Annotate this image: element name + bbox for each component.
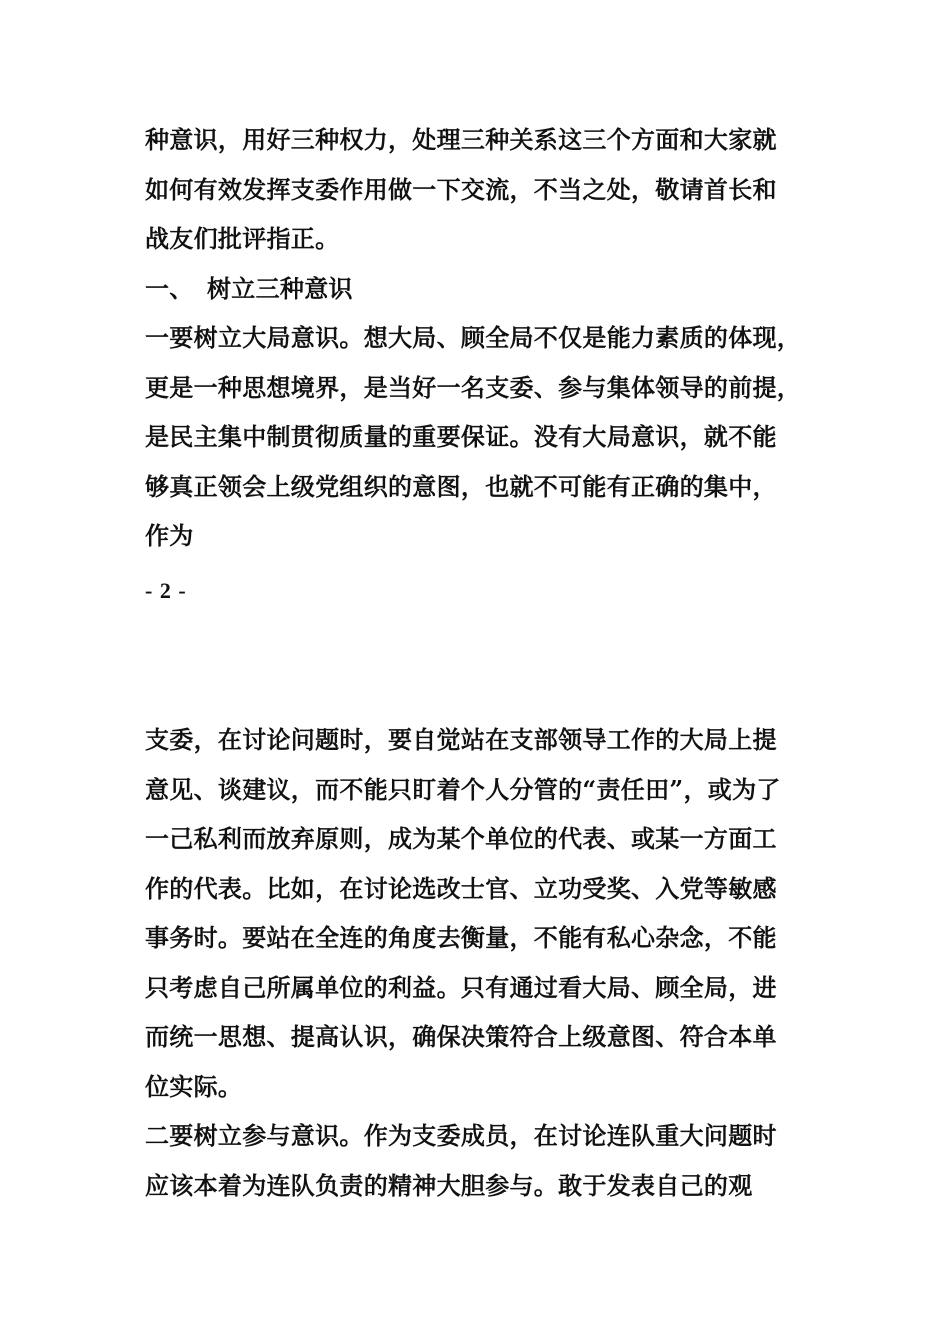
text-line: 只考虑自己所属单位的利益。只有通过看大局、顾全局，进 [145,972,777,1002]
section-heading-title: 树立三种意识 [207,273,353,303]
text-line: 二要树立参与意识。作为支委成员，在讨论连队重大问题时 [145,1121,777,1150]
text-line: 种意识，用好三种权力，处理三种关系这三个方面和大家就 [145,125,777,154]
text-line: 意见、谈建议，而不能只盯着个人分管的“责任田”，或为了 [145,774,781,804]
text-line: 而统一思想、提高认识，确保决策符合上级意图、符合本单 [145,1022,777,1051]
text-line: 作的代表。比如，在讨论选改士官、立功受奖、入党等敏感 [145,873,777,903]
text-line: 应该本着为连队负责的精神大胆参与。敢于发表自己的观 [145,1170,753,1200]
text-line: 位实际。 [145,1071,243,1101]
section-heading-number: 一、 [145,273,194,303]
lower-text-block [145,715,815,1210]
text-line: 支委，在讨论问题时，要自觉站在支部领导工作的大局上提 [145,725,777,754]
text-line: 战友们批评指正。 [145,224,340,253]
section-heading [145,264,815,314]
text-line: 一要树立大局意识。想大局、顾全局不仅是能力素质的体现， [145,323,802,352]
text-line: 如何有效发挥支委作用做一下交流，不当之处，敬请首长和 [145,174,777,204]
page-number: - 2 - [145,578,187,603]
text-line: 事务时。要站在全连的角度去衡量，不能有私心杂念，不能 [145,923,777,952]
text-line: 够真正领会上级党组织的意图，也就不可能有正确的集中， [145,471,777,501]
text-line: 是民主集中制贯彻质量的重要保证。没有大局意识，就不能 [145,422,777,451]
text-line: 更是一种思想境界，是当好一名支委、参与集体领导的前提， [145,372,802,402]
text-line: 一己私利而放弃原则，成为某个单位的代表、或某一方面工 [145,824,777,853]
upper-text-block [145,115,815,561]
text-line: 作为 [145,521,194,550]
